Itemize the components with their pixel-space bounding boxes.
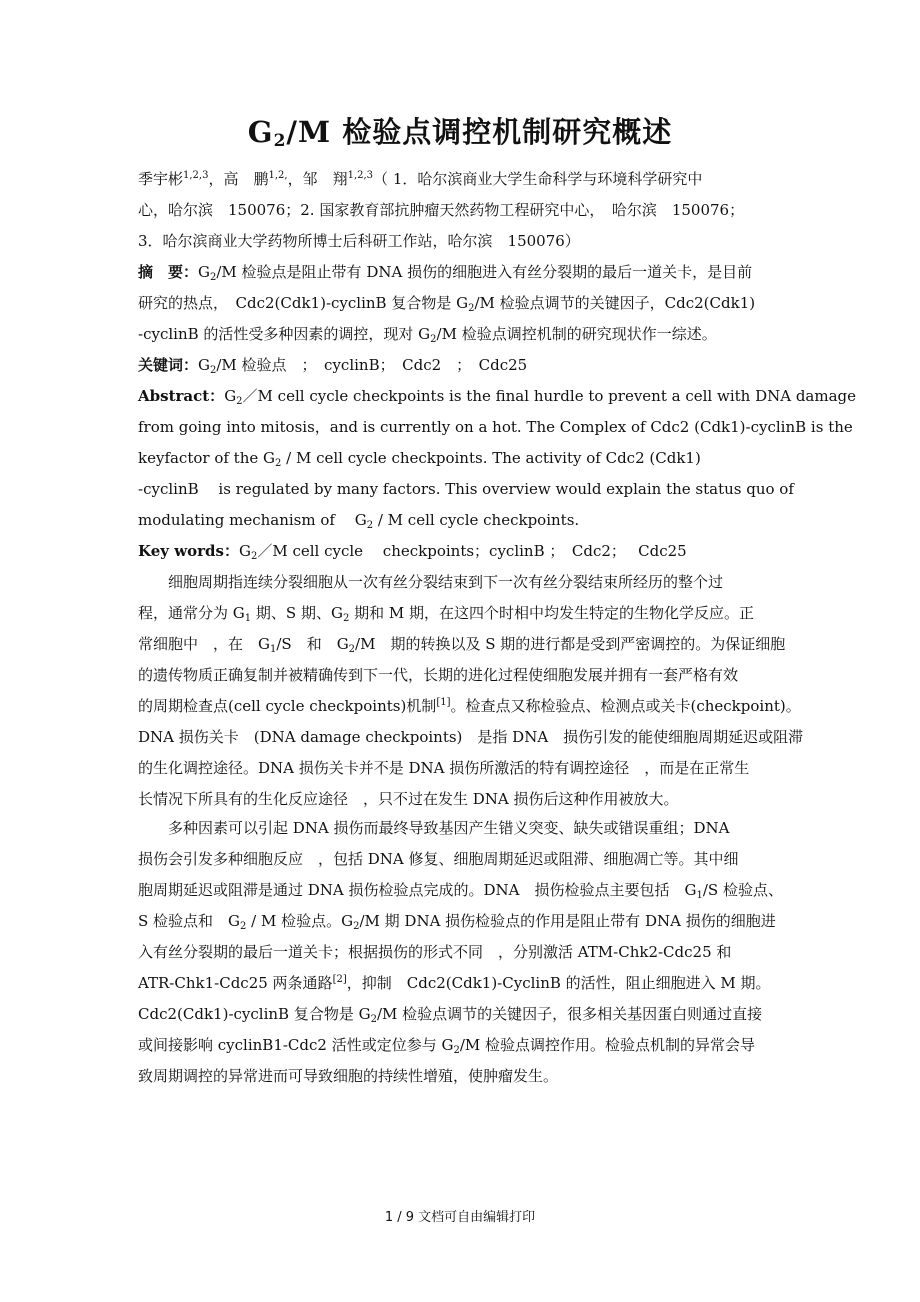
abstract-en: Abstract：$G_2/M$ cell cycle checkpoints is the final hurdle to prevent a cell with DNA damage from going into mitosis，and is currently on a hot. The Complex of Cdc2 (Cdk1)-cyclinB is the keyfactor of the $G_2$ / M cell cycle checkpoints. The activity of Cdc2 (Cdk1) -cyclinB is regulated by many factors. This overview would explain the status quo of modulating mechanism of $G_2$ / M cell cycle checkpoints. Key words：$G_2/M$ cell cycle checkpoints；cyclinB ； Cdc2； Cdc25 bbox=[138, 381, 784, 567]
author-block bbox=[138, 164, 784, 257]
document-title: $G_2/M$ 检验点调控机制研究概述 bbox=[247, 115, 673, 151]
citation-ref: [2] bbox=[332, 974, 347, 985]
keywords-cn: 关键词：$G_2/M$ 检验点 ； cyclinB； Cdc2 ； Cdc25 bbox=[138, 356, 528, 376]
citation-ref: [1] bbox=[436, 697, 451, 708]
body-paragraph-1: 细胞周期指连续分裂细胞从一次有丝分裂结束到下一次有丝分裂结束所经历的整个过 程，通常分为 $G_1$ 期、S 期、$G_2$ 期和 M 期，在这四个时相中均发生特定的生物化学反应。正 常细胞中 ，在 $G_1/S$ 和 $G_2/M$ 期的转换以及 S 期的进行都是受到严密调控的。为保证细胞 的遗传物质正确复制并被精确传到下一代，长期的进化过程使细胞发展并拥有一套严格有效 的周期检查点(cell cycle checkpoints)机制[1]。检查点又称检验点、检测点或关卡(checkpoint)。 DNA 损伤关卡 (DNA damage checkpoints) 是指 DNA 损伤引发的能使细胞周期延迟或阻滞 的生化调控途径。DNA 损伤关卡并不是 DNA 损伤所激活的特有调控途径 ，而是在正常生 长情况下所具有的生化反应途径 ，只不过在发生 DNA 损伤后这种作用被放大。 bbox=[138, 573, 804, 808]
abstract-cn: 摘 要：$G_2/M$ 检验点是阻止带有 DNA 损伤的细胞进入有丝分裂期的最后一道关卡，是目前 研究的热点， Cdc2(Cdk1)-cyclinB 复合物是 $G_2/M$ 检验点调节的关键因子，Cdc2(Cdk1) -cyclinB 的活性受多种因素的调控，现对 $G_2/M$ 检验点调控机制的研究现状作一综述。 关键词：$G_2/M$ 检验点 ； cyclinB； Cdc2 ； Cdc25 bbox=[138, 257, 784, 381]
author-line: 季宇彬$^{1,2,3}$，高 鹏$^{1,2,}$，邹 翔$^{1,2,3}$（ 1．哈尔滨商业大学生命科学与环境科学研究中 bbox=[138, 170, 703, 188]
affiliation-line: 3．哈尔滨商业大学药物所博士后科研工作站，哈尔滨 150076） bbox=[138, 232, 580, 250]
abstract-en-label: Abstract： bbox=[138, 387, 225, 405]
abstract-cn-label: 摘 要： bbox=[138, 263, 199, 281]
keywords-en: Key words：$G_2/M$ cell cycle checkpoints；cyclinB ； Cdc2； Cdc25 bbox=[138, 542, 687, 562]
page-footer: 1 / 9 文档可自由编辑打印 bbox=[384, 1210, 536, 1225]
body-paragraph-2: 多种因素可以引起 DNA 损伤而最终导致基因产生错义突变、缺失或错误重组；DNA 损伤会引发多种细胞反应 ，包括 DNA 修复、细胞周期延迟或阻滞、细胞凋亡等。其中细 胞周期延迟或阻滞是通过 DNA 损伤检验点完成的。DNA 损伤检验点主要包括 $G_1/S$ 检验点、 S 检验点和 $G_2$ / M 检验点。$G_2/M$ 期 DNA 损伤检验点的作用是阻止带有 DNA 损伤的细胞进 入有丝分裂期的最后一道关卡；根据损伤的形式不同 ，分别激活 ATM-Chk2-Cdc25 和 ATR-Chk1-Cdc25 两条通路[2]，抑制 Cdc2(Cdk1)-CyclinB 的活性，阻止细胞进入 M 期。 Cdc2(Cdk1)-cyclinB 复合物是 $G_2/M$ 检验点调节的关键因子，很多相关基因蛋白则通过直接 或间接影响 cyclinB1-Cdc2 活性或定位参与 $G_2/M$ 检验点调控作用。检验点机制的异常会导 致周期调控的异常进而可导致细胞的持续性增殖，使肿瘤发生。 bbox=[138, 819, 783, 1085]
affiliation-line: 心，哈尔滨 150076；2. 国家教育部抗肿瘤天然药物工程研究中心， 哈尔滨 150076； bbox=[138, 201, 745, 219]
